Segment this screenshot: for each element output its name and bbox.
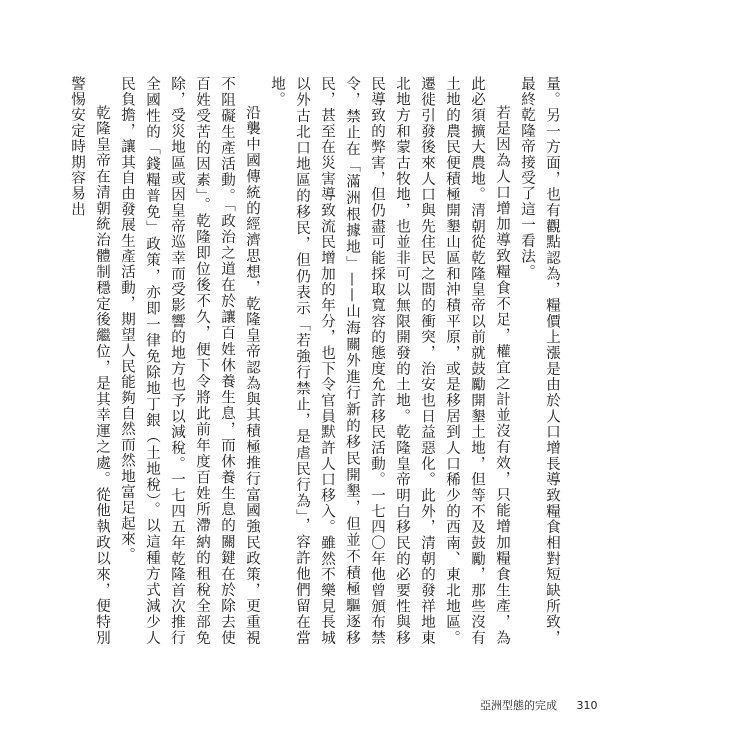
paragraph-1: 量。另一方面，也有觀點認為，糧價上漲是由於人口增長導致糧食相對短缺所致，最終乾隆帝接受了這一看法。 [519,76,560,646]
paragraph-2: 若是因為人口增加導致糧食不足，權宜之計並沒有效，只能增加糧食生產，為此必須擴大農地。清朝從乾隆皇帝以前就鼓勵開墾土地，但等不及鼓勵，那些沒有土地的農民便積極開墾山區和沖積平原，或是移居到人口稀少的西南、東北地區。遷徙引發後來人口與先住民之間的衝突，治安也日益惡化。此外，清朝的發祥地東北地方和蒙古牧地，也並非可以無限開發的土地。乾隆皇帝明白移民的必要性與移民導致的弊害，但仍盡可能採取寬容的態度允許移民活動。一七四〇年他曾頒布禁令，禁止在「滿洲根據地」——山海關外進行新的移民開墾，但並不積極驅逐移民，甚至在災害導致流民增加的年分，也下令官員默許人口移入。雖然不樂見長城以外古北口地區的移民，但仍表示「若強行禁止，是虐民行為」，容許他們留在當地。 [269,76,510,646]
running-title: 亞洲型態的完成 [480,699,557,712]
page-footer [480,697,598,713]
page-number: 310 [576,699,598,712]
paragraph-4: 乾隆皇帝在清朝統治體制穩定後繼位，是其幸運之處。從他執政以來，便特別警惕安定時期容易出 [69,76,110,646]
vertical-body-text [69,76,564,646]
paragraph-3: 沿襲中國傳統的經濟思想，乾隆皇帝認為與其積極推行富國強民政策，更重視不阻礙生產活動。「政治之道在於讓百姓休養生息，而休養生息的關鍵在於除去使百姓受苦的因素」。乾隆即位後不久，便下令將此前年度百姓所滯納的租稅全部免除，受災地區或因皇帝巡幸而受影響的地方也予以減稅。一七四五年乾隆首次推行全國性的「錢糧普免」政策，亦即一律免除地丁銀（土地稅）。以這種方式減少人民負擔，讓其自由發展生產活動，期望人民能夠自然而然地富足起來。 [119,76,260,646]
